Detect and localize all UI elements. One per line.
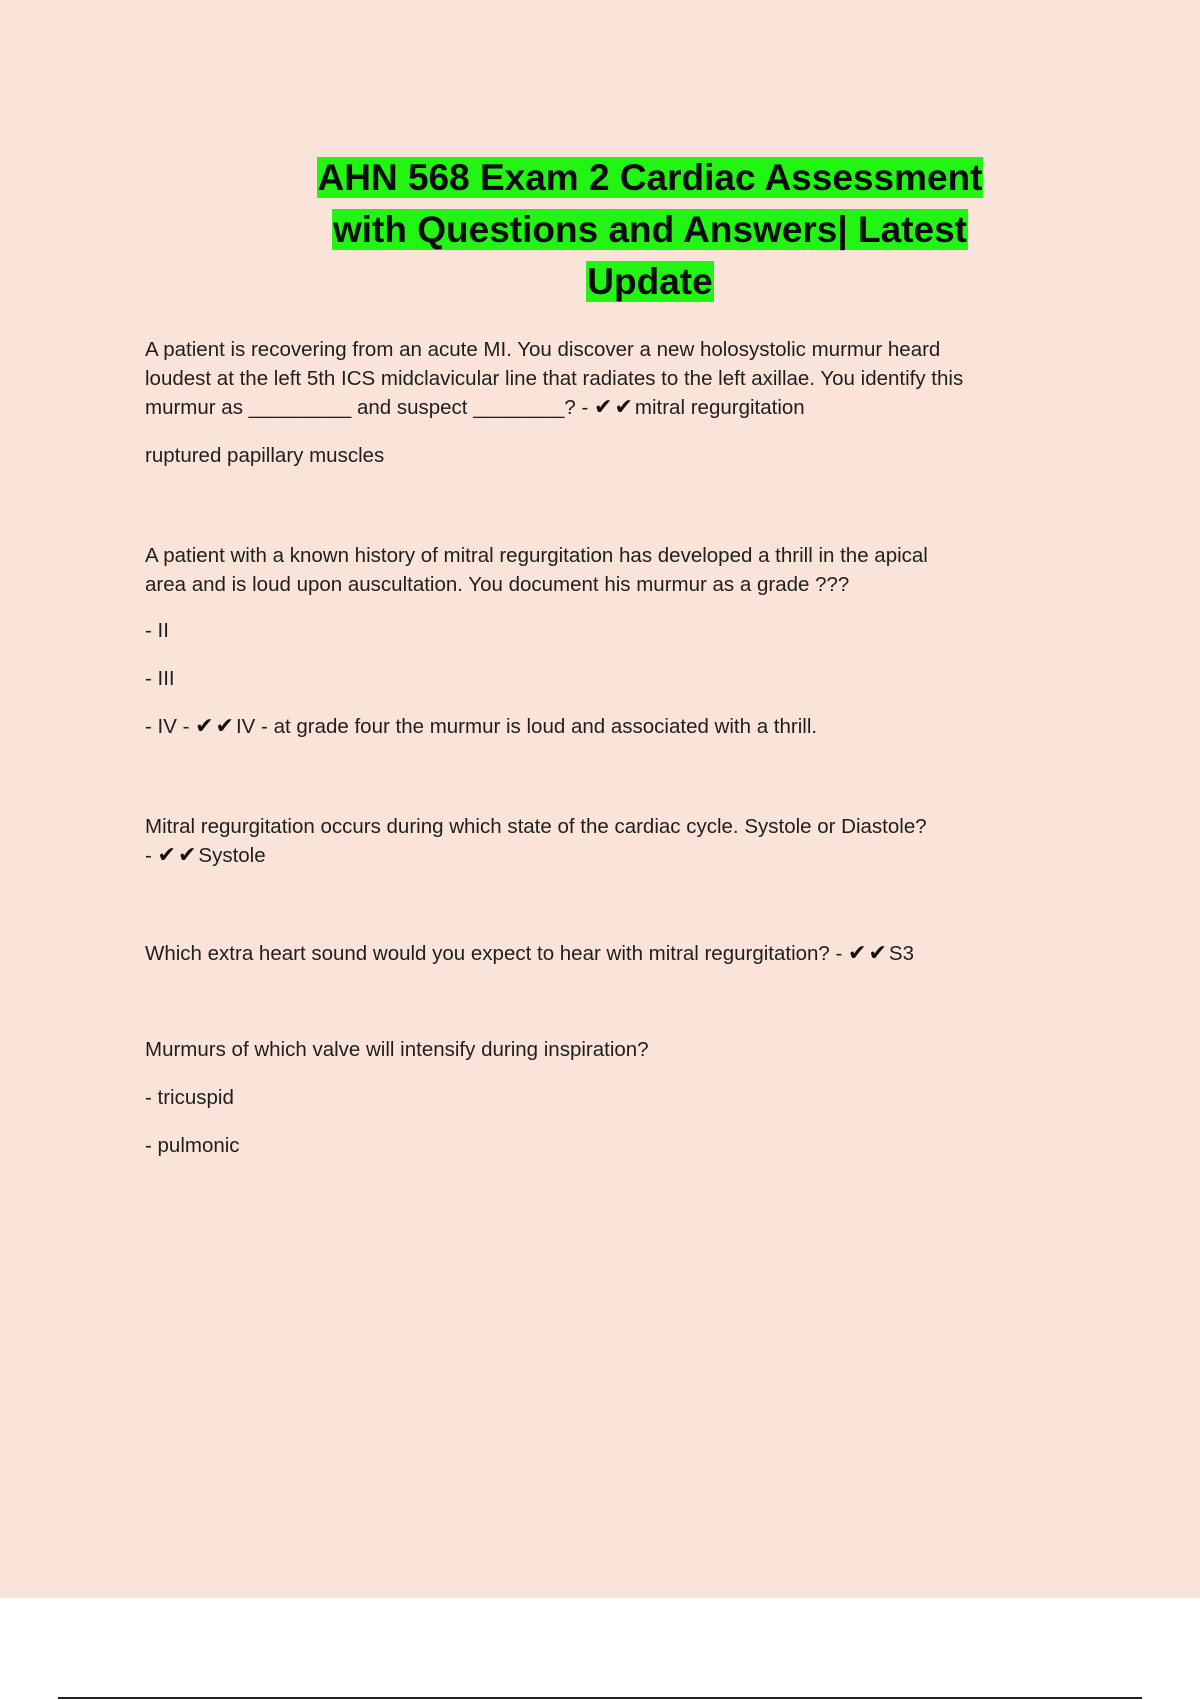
check-mark-icon: ✔✔ — [157, 842, 199, 867]
question-2-line-2: area and is loud upon auscultation. You document his murmur as a grade ??? — [145, 573, 850, 596]
qa-content — [145, 335, 1065, 1160]
question-1-answer-continued: ruptured papillary muscles — [145, 444, 385, 467]
title-line-2: with Questions and Answers| Latest — [333, 209, 967, 250]
question-1-line-2: loudest at the left 5th ICS midclavicular line that radiates to the left axillae. You identify this — [145, 367, 964, 390]
question-1-line-1: A patient is recovering from an acute MI. You discover a new holosystolic murmur heard — [145, 338, 941, 361]
question-3-text: Mitral regurgitation occurs during which state of the cardiac cycle. Systole or Diastole? — [145, 815, 927, 838]
question-2-text — [145, 541, 1065, 599]
question-block-4 — [145, 939, 1065, 968]
question-5-option-1: - tricuspid — [145, 1086, 234, 1109]
question-2-line-1: A patient with a known history of mitral regurgitation has developed a thrill in the apical — [145, 544, 928, 567]
question-3-answer: Systole — [198, 844, 266, 867]
question-4-text — [145, 939, 1065, 968]
question-5-text: Murmurs of which valve will intensify during inspiration? — [145, 1038, 649, 1061]
check-mark-icon: ✔✔ — [848, 940, 889, 965]
question-2-option-1: - II — [145, 619, 169, 642]
title-line-3: Update — [587, 261, 713, 302]
question-block-1 — [145, 335, 1065, 470]
question-5-option-2: - pulmonic — [145, 1134, 240, 1157]
question-block-5 — [145, 1035, 1065, 1160]
question-2-answer: IV - at grade four the murmur is loud and associated with a thrill. — [235, 715, 818, 738]
footer-divider — [58, 1697, 1142, 1699]
question-4-question: Which extra heart sound would you expect to hear with mitral regurgitation? - — [145, 942, 849, 965]
question-4-answer: S3 — [888, 942, 914, 965]
question-1-text — [145, 335, 1065, 422]
check-mark-icon: ✔✔ — [195, 713, 236, 738]
question-3-answer-line — [145, 841, 1065, 870]
question-3-answer-prefix: - — [145, 844, 158, 867]
question-1-line-3: murmur as _________ and suspect ________? - — [145, 396, 595, 419]
question-2-option-2: - III — [145, 667, 175, 690]
question-block-3 — [145, 812, 1065, 870]
question-1-answer: mitral regurgitation — [634, 396, 805, 419]
question-2-option-3-label: - IV - — [145, 715, 196, 738]
check-mark-icon: ✔✔ — [594, 394, 635, 419]
question-block-2 — [145, 541, 1065, 741]
question-2-option-3 — [145, 712, 1065, 741]
title-line-1: AHN 568 Exam 2 Cardiac Assessment — [317, 157, 983, 198]
document-title — [300, 152, 1000, 308]
